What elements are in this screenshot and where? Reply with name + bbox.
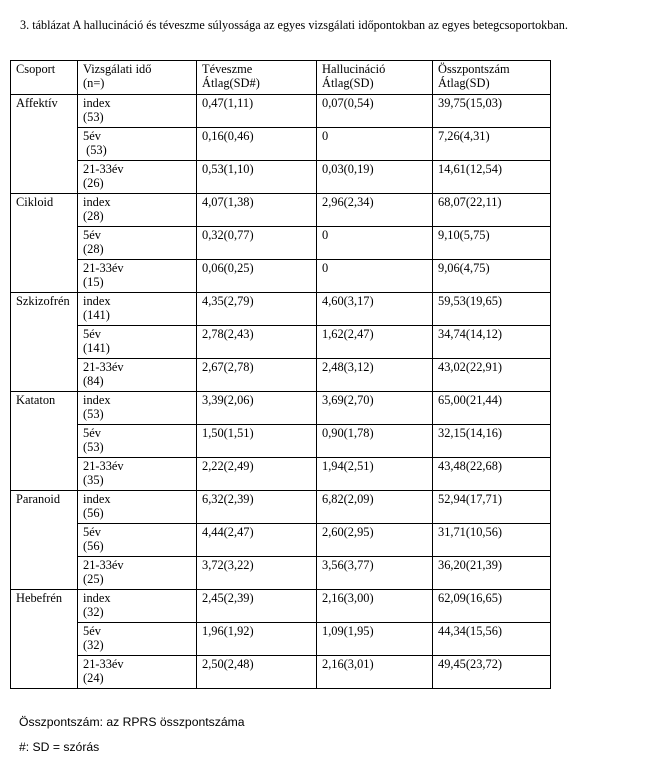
total-score-mean-cell: 36,20(21,39) — [433, 557, 551, 590]
table-row — [11, 425, 551, 458]
hallucination-mean-cell: 2,16(3,01) — [317, 656, 433, 689]
exam-time-label: 21-33év — [83, 360, 124, 374]
hallucination-mean-cell: 0,07(0,54) — [317, 95, 433, 128]
sample-size-label: (28) — [83, 209, 104, 223]
sample-size-label: (53) — [83, 440, 104, 454]
exam-time-label: 21-33év — [83, 459, 124, 473]
sample-size-label: (56) — [83, 506, 104, 520]
header-hallucination — [317, 61, 433, 95]
hallucination-mean-cell: 1,09(1,95) — [317, 623, 433, 656]
header-hallucination-line2: Átlag(SD) — [322, 76, 374, 90]
table-row — [11, 590, 551, 623]
delusion-mean-cell: 6,32(2,39) — [197, 491, 317, 524]
delusion-mean-cell: 3,72(3,22) — [197, 557, 317, 590]
sample-size-label: (15) — [83, 275, 104, 289]
total-score-mean-cell: 68,07(22,11) — [433, 194, 551, 227]
sample-size-label: (35) — [83, 473, 104, 487]
footnotes — [19, 710, 245, 760]
exam-time-cell — [78, 524, 197, 557]
delusion-mean-cell: 2,78(2,43) — [197, 326, 317, 359]
exam-time-cell — [78, 458, 197, 491]
hallucination-mean-cell: 0 — [317, 260, 433, 293]
exam-time-cell — [78, 359, 197, 392]
hallucination-mean-cell: 3,69(2,70) — [317, 392, 433, 425]
sample-size-label: (141) — [83, 341, 110, 355]
exam-time-cell — [78, 194, 197, 227]
sample-size-label: (24) — [83, 671, 104, 685]
exam-time-label: index — [83, 591, 111, 605]
group-name-cell: Kataton — [11, 392, 78, 491]
table-row — [11, 656, 551, 689]
exam-time-label: 21-33év — [83, 261, 124, 275]
header-delusion — [197, 61, 317, 95]
exam-time-cell — [78, 425, 197, 458]
sample-size-label: (84) — [83, 374, 104, 388]
header-delusion-line2: Átlag(SD#) — [202, 76, 260, 90]
table-row — [11, 260, 551, 293]
sample-size-label: (32) — [83, 638, 104, 652]
total-score-mean-cell: 65,00(21,44) — [433, 392, 551, 425]
hallucination-mean-cell: 0 — [317, 227, 433, 260]
table-row — [11, 227, 551, 260]
delusion-mean-cell: 2,22(2,49) — [197, 458, 317, 491]
table-row — [11, 524, 551, 557]
exam-time-cell — [78, 491, 197, 524]
header-row — [11, 61, 551, 95]
footnote-sd: #: SD = szórás — [19, 740, 100, 754]
delusion-mean-cell: 0,16(0,46) — [197, 128, 317, 161]
exam-time-label: 5év — [83, 525, 101, 539]
table-row — [11, 359, 551, 392]
sample-size-label: (28) — [83, 242, 104, 256]
exam-time-cell — [78, 260, 197, 293]
delusion-mean-cell: 0,06(0,25) — [197, 260, 317, 293]
table-row — [11, 326, 551, 359]
table-row — [11, 458, 551, 491]
table-caption: 3. táblázat A hallucináció és téveszme súlyossága az egyes vizsgálati időpontokban az egyes betegcsoportokban. — [20, 18, 568, 32]
sample-size-label: (141) — [83, 308, 110, 322]
hallucination-mean-cell: 6,82(2,09) — [317, 491, 433, 524]
exam-time-cell — [78, 161, 197, 194]
total-score-mean-cell: 14,61(12,54) — [433, 161, 551, 194]
exam-time-cell — [78, 326, 197, 359]
table-row — [11, 194, 551, 227]
table-body — [11, 95, 551, 689]
delusion-mean-cell: 4,35(2,79) — [197, 293, 317, 326]
exam-time-cell — [78, 293, 197, 326]
table-row — [11, 95, 551, 128]
hallucination-mean-cell: 1,94(2,51) — [317, 458, 433, 491]
exam-time-label: index — [83, 96, 111, 110]
exam-time-label: index — [83, 294, 111, 308]
exam-time-cell — [78, 392, 197, 425]
table-row — [11, 491, 551, 524]
delusion-mean-cell: 4,07(1,38) — [197, 194, 317, 227]
header-exam-time-line2: (n=) — [83, 76, 105, 90]
exam-time-label: 5év — [83, 129, 101, 143]
exam-time-label: index — [83, 393, 111, 407]
header-total-score — [433, 61, 551, 95]
group-name-cell: Szkizofrén — [11, 293, 78, 392]
total-score-mean-cell: 9,10(5,75) — [433, 227, 551, 260]
total-score-mean-cell: 31,71(10,56) — [433, 524, 551, 557]
hallucination-mean-cell: 0,90(1,78) — [317, 425, 433, 458]
header-hallucination-line1: Hallucináció — [322, 62, 386, 76]
exam-time-cell — [78, 590, 197, 623]
table-row — [11, 557, 551, 590]
sample-size-label: (25) — [83, 572, 104, 586]
table-row — [11, 161, 551, 194]
exam-time-cell — [78, 557, 197, 590]
group-name-cell: Paranoid — [11, 491, 78, 590]
exam-time-label: 5év — [83, 228, 101, 242]
group-name-cell: Affektív — [11, 95, 78, 194]
table-row — [11, 128, 551, 161]
hallucination-mean-cell: 2,60(2,95) — [317, 524, 433, 557]
exam-time-label: index — [83, 195, 111, 209]
exam-time-label: 21-33év — [83, 162, 124, 176]
results-table — [10, 60, 551, 689]
table-row — [11, 293, 551, 326]
delusion-mean-cell: 2,50(2,48) — [197, 656, 317, 689]
sample-size-label: (32) — [83, 605, 104, 619]
hallucination-mean-cell: 0,03(0,19) — [317, 161, 433, 194]
total-score-mean-cell: 7,26(4,31) — [433, 128, 551, 161]
total-score-mean-cell: 43,02(22,91) — [433, 359, 551, 392]
hallucination-mean-cell: 3,56(3,77) — [317, 557, 433, 590]
sample-size-label: (56) — [83, 539, 104, 553]
hallucination-mean-cell: 2,96(2,34) — [317, 194, 433, 227]
delusion-mean-cell: 1,50(1,51) — [197, 425, 317, 458]
header-delusion-line1: Téveszme — [202, 62, 253, 76]
delusion-mean-cell: 3,39(2,06) — [197, 392, 317, 425]
exam-time-label: 21-33év — [83, 657, 124, 671]
exam-time-label: index — [83, 492, 111, 506]
hallucination-mean-cell: 2,48(3,12) — [317, 359, 433, 392]
exam-time-label: 5év — [83, 327, 101, 341]
exam-time-cell — [78, 656, 197, 689]
header-exam-time — [78, 61, 197, 95]
delusion-mean-cell: 0,32(0,77) — [197, 227, 317, 260]
footnote-total-score: Összpontszám: az RPRS összpontszáma — [19, 715, 245, 729]
group-name-cell: Cikloid — [11, 194, 78, 293]
hallucination-mean-cell: 1,62(2,47) — [317, 326, 433, 359]
total-score-mean-cell: 32,15(14,16) — [433, 425, 551, 458]
exam-time-label: 5év — [83, 624, 101, 638]
table-row — [11, 392, 551, 425]
sample-size-label: (53) — [83, 143, 107, 157]
exam-time-cell — [78, 623, 197, 656]
total-score-mean-cell: 9,06(4,75) — [433, 260, 551, 293]
total-score-mean-cell: 62,09(16,65) — [433, 590, 551, 623]
delusion-mean-cell: 2,67(2,78) — [197, 359, 317, 392]
total-score-mean-cell: 49,45(23,72) — [433, 656, 551, 689]
header-group — [11, 61, 78, 95]
exam-time-cell — [78, 128, 197, 161]
exam-time-label: 5év — [83, 426, 101, 440]
hallucination-mean-cell: 0 — [317, 128, 433, 161]
header-group-line1: Csoport — [16, 62, 56, 76]
total-score-mean-cell: 52,94(17,71) — [433, 491, 551, 524]
header-total-score-line1: Összpontszám — [438, 62, 510, 76]
total-score-mean-cell: 39,75(15,03) — [433, 95, 551, 128]
hallucination-mean-cell: 2,16(3,00) — [317, 590, 433, 623]
delusion-mean-cell: 1,96(1,92) — [197, 623, 317, 656]
group-name-cell: Hebefrén — [11, 590, 78, 689]
sample-size-label: (53) — [83, 407, 104, 421]
exam-time-label: 21-33év — [83, 558, 124, 572]
table-row — [11, 623, 551, 656]
exam-time-cell — [78, 95, 197, 128]
delusion-mean-cell: 0,53(1,10) — [197, 161, 317, 194]
delusion-mean-cell: 4,44(2,47) — [197, 524, 317, 557]
sample-size-label: (26) — [83, 176, 104, 190]
delusion-mean-cell: 0,47(1,11) — [197, 95, 317, 128]
total-score-mean-cell: 59,53(19,65) — [433, 293, 551, 326]
total-score-mean-cell: 34,74(14,12) — [433, 326, 551, 359]
header-total-score-line2: Átlag(SD) — [438, 76, 490, 90]
total-score-mean-cell: 44,34(15,56) — [433, 623, 551, 656]
delusion-mean-cell: 2,45(2,39) — [197, 590, 317, 623]
sample-size-label: (53) — [83, 110, 104, 124]
header-exam-time-line1: Vizsgálati idő — [83, 62, 152, 76]
hallucination-mean-cell: 4,60(3,17) — [317, 293, 433, 326]
exam-time-cell — [78, 227, 197, 260]
total-score-mean-cell: 43,48(22,68) — [433, 458, 551, 491]
